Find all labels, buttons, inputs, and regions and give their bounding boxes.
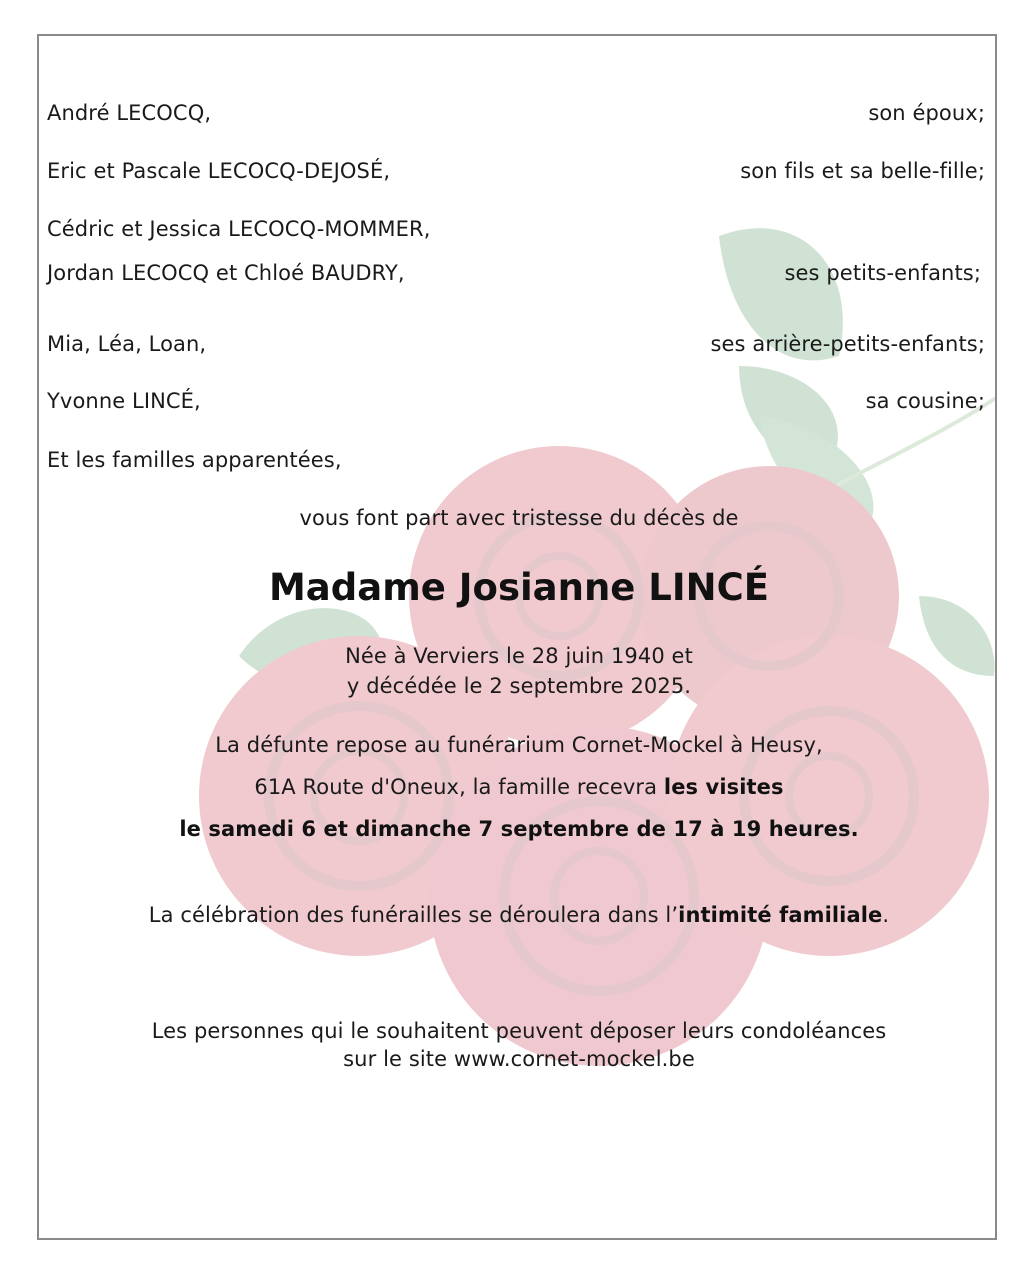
family-name-1: André LECOCQ,	[47, 101, 212, 125]
condolences-line-2: sur le site www.cornet-mockel.be	[343, 1047, 695, 1071]
funeral-bold: intimité familiale	[678, 903, 883, 927]
family-relation-5: ses arrière-petits-enfants;	[710, 332, 985, 356]
family-name-4: Jordan LECOCQ et Chloé BAUDRY,	[47, 261, 405, 285]
obituary-card	[37, 34, 997, 1240]
funeral-suffix: .	[882, 903, 890, 927]
family-name-3: Cédric et Jessica LECOCQ-MOMMER,	[47, 217, 431, 241]
family-relation-1: son époux;	[868, 101, 985, 125]
deceased-name: Madame Josianne LINCÉ	[268, 566, 770, 609]
family-name-5: Mia, Léa, Loan,	[47, 332, 207, 356]
visits-schedule	[39, 816, 997, 842]
funeral-line	[39, 902, 997, 928]
announcement-line: vous font part avec tristesse du décès de	[299, 506, 739, 530]
funeral-apostrophe: l’	[665, 903, 679, 927]
birth-line: Née à Verviers le 28 juin 1940 et	[345, 644, 693, 668]
rest-line: La défunte repose au funérarium Cornet-Mockel à Heusy,	[215, 733, 823, 757]
visits-schedule-bold: le samedi 6 et dimanche 7 septembre de 17 à 19 heures.	[179, 817, 859, 841]
family-relation-4: ses petits-enfants;	[784, 261, 981, 285]
visits-line	[39, 774, 997, 800]
visits-address: 61A Route d'Oneux, la famille recevra	[254, 775, 664, 799]
family-name-6: Yvonne LINCÉ,	[47, 389, 201, 413]
family-relation-2: son fils et sa belle-fille;	[740, 159, 985, 183]
visits-bold: les visites	[663, 775, 784, 799]
family-name-7: Et les familles apparentées,	[47, 448, 342, 472]
funeral-prefix: La célébration des funérailles se déroulera dans	[148, 903, 666, 927]
condolences-line-1: Les personnes qui le souhaitent peuvent déposer leurs condoléances	[151, 1019, 887, 1043]
family-name-2: Eric et Pascale LECOCQ-DEJOSÉ,	[47, 159, 391, 183]
death-line: y décédée le 2 septembre 2025.	[346, 674, 692, 698]
family-relation-6: sa cousine;	[865, 389, 985, 413]
